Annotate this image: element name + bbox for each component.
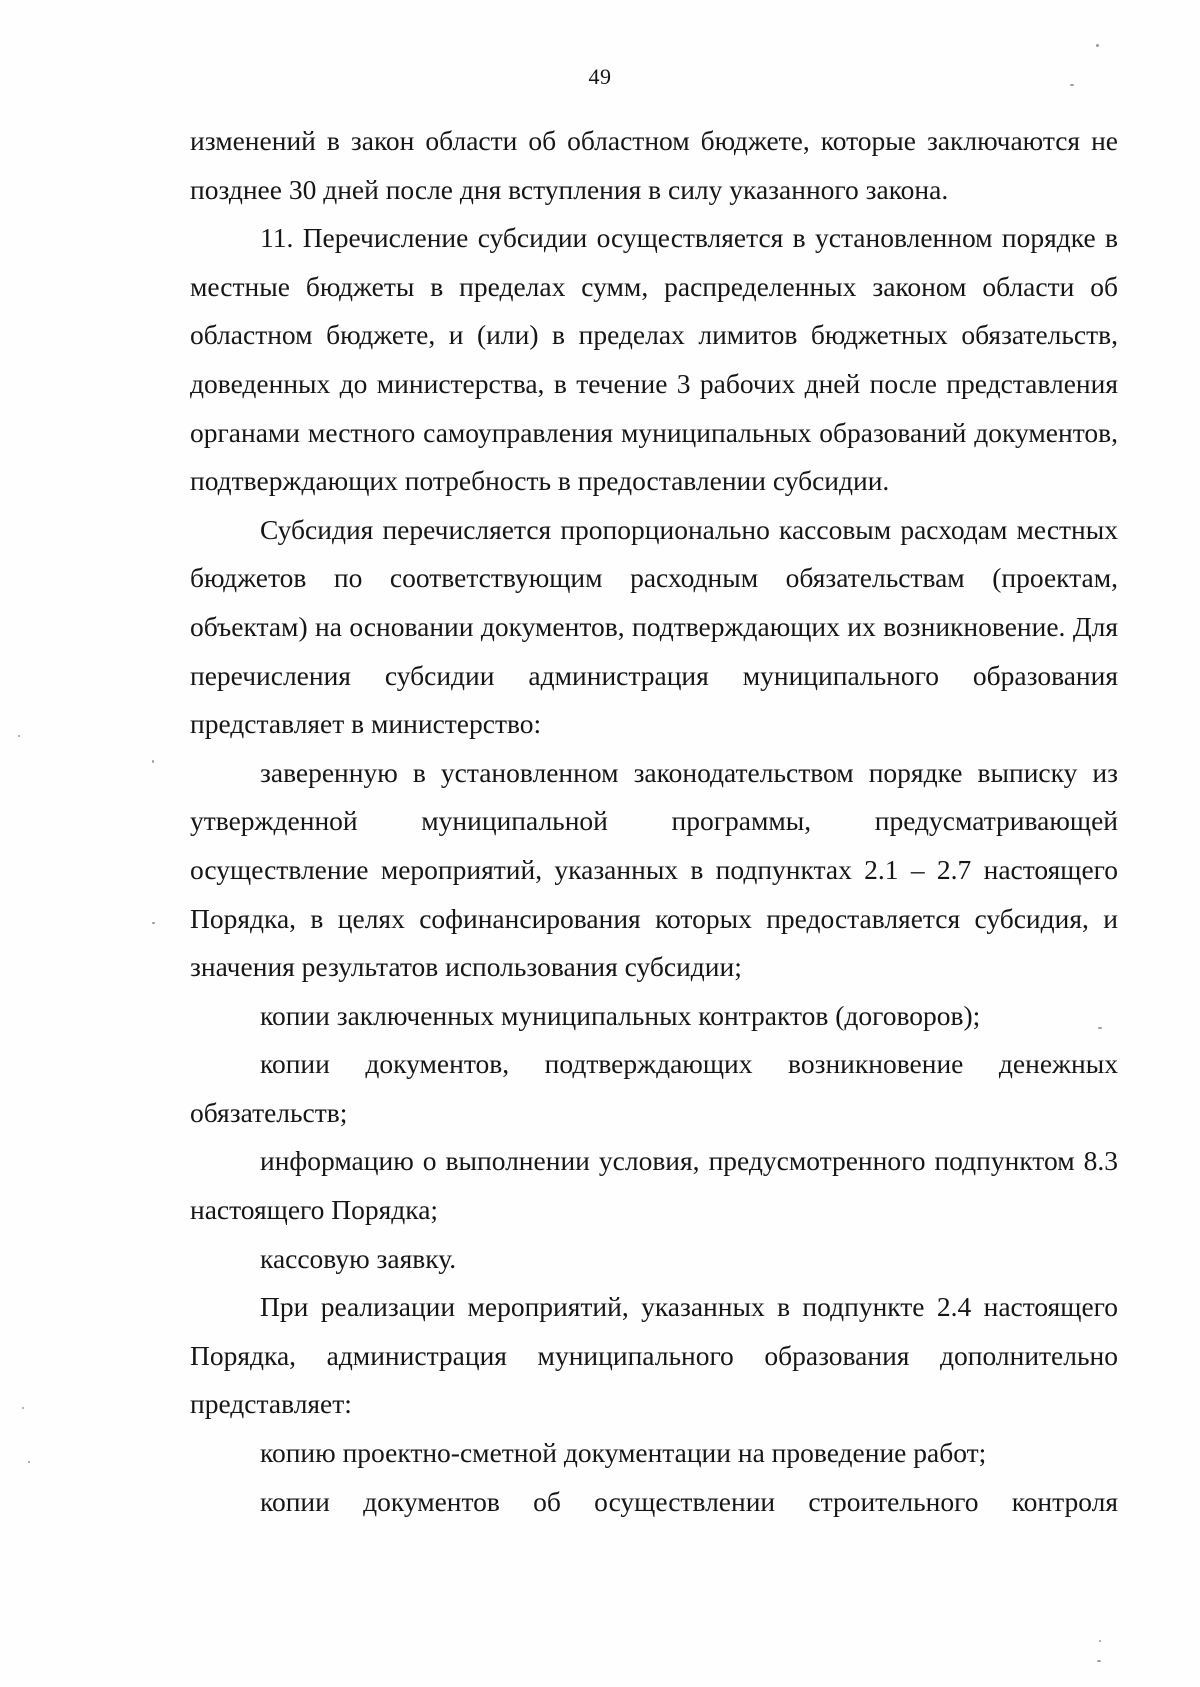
scan-speck [18, 735, 20, 737]
paragraph: копии документов об осуществлении строительного контроля [260, 1485, 1118, 1517]
paragraph: заверенную в установленном законодательством порядке выписку из утвержденной муниципальной программы, предусматривающей осуществление мероприятий, указанных в подпунктах 2.1 – 2.7 настоящего Порядка, в целях софинансирования которых предоставляется субсидия, и значения результатов использования субсидии; [190, 756, 1118, 983]
scan-speck [1099, 1640, 1101, 1642]
scan-speck [1098, 1027, 1102, 1029]
scan-speck [1096, 44, 1099, 47]
scan-speck [152, 760, 154, 763]
paragraph: изменений в закон области об областном бюджете, которые заключаются не позднее 30 дней после дня вступления в силу указанного закона. [190, 125, 1118, 205]
paragraph: информацию о выполнении условия, предусмотренного подпунктом 8.3 настоящего Порядка; [190, 1145, 1118, 1226]
paragraph: кассовую заявку. [260, 1242, 457, 1274]
paragraph: При реализации мероприятий, указанных в подпункте 2.4 настоящего Порядка, администрация муниципального образования дополнительно представляет: [190, 1291, 1118, 1420]
paragraph: копии заключенных муниципальных контрактов (договоров); [260, 999, 981, 1031]
page-number: 49 [588, 64, 612, 89]
scan-speck [1097, 1660, 1101, 1662]
paragraph: копию проектно-сметной документации на проведение работ; [260, 1437, 987, 1469]
paragraph: копии документов, подтверждающих возникновение денежных обязательств; [190, 1048, 1118, 1128]
scan-speck [152, 922, 155, 924]
paragraph: 11. Перечисление субсидии осуществляется в установленном порядке в местные бюджеты в пределах сумм, распределенных законом области об областном бюджете, и (или) в пределах лимитов бюджетных обязательств, доведенных до министерства, в течение 3 рабочих дней после представления органами местного самоуправления муниципальных образований документов, подтверждающих потребность в предоставлении субсидии. [190, 222, 1118, 497]
scan-speck [28, 1461, 30, 1463]
scan-speck [1070, 84, 1074, 86]
document-body [190, 117, 1118, 1526]
scan-speck [22, 1407, 24, 1409]
paragraph: Субсидия перечисляется пропорционально кассовым расходам местных бюджетов по соответствующим расходным обязательствам (проектам, объектам) на основании документов, подтверждающих их возникновение. Для перечисления субсидии администрация муниципального образования представляет в министерство: [190, 513, 1118, 740]
